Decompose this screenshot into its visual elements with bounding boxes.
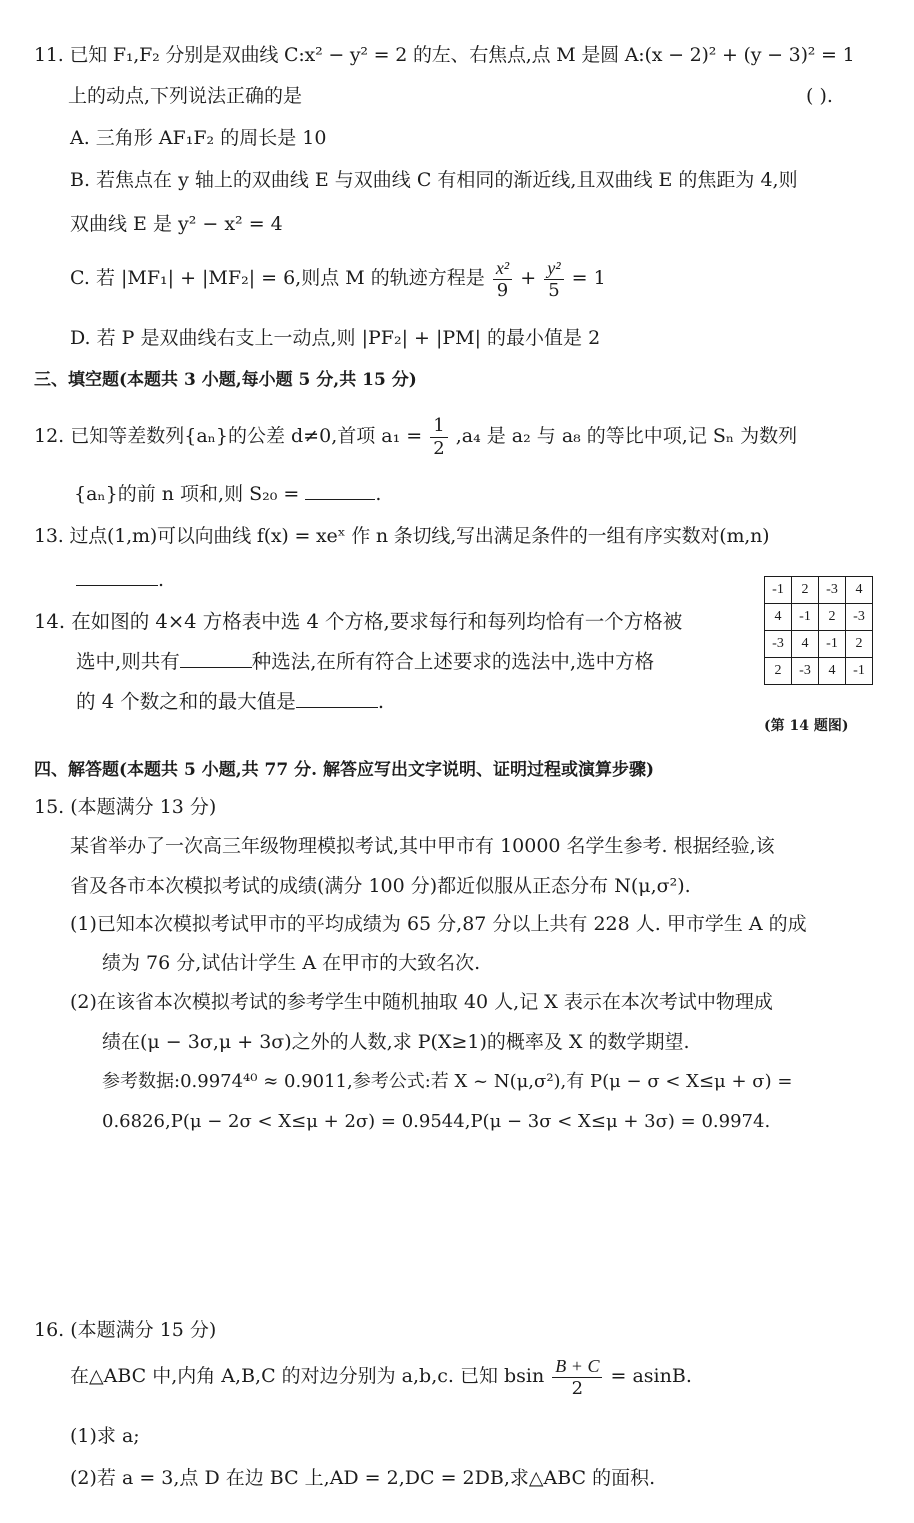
q11-option-a: A. 三角形 AF₁F₂ 的周长是 10 <box>70 127 327 149</box>
grid-cell: -3 <box>819 577 846 604</box>
q15-paragraph-line2: 省及各市本次模拟考试的成绩(满分 100 分)都近似服从正态分布 N(μ,σ²). <box>70 875 691 897</box>
q12-line2 <box>74 482 381 506</box>
fraction-numerator: y² <box>544 257 563 280</box>
grid-cell: 2 <box>792 577 819 604</box>
q15-heading: 15. (本题满分 13 分) <box>34 796 217 818</box>
grid-cell: 4 <box>846 577 873 604</box>
fraction-numerator: x² <box>493 257 512 280</box>
q11-option-c-fraction-x <box>493 257 512 302</box>
q16-paragraph <box>70 1352 692 1400</box>
q16-part1: (1)求 a; <box>70 1425 140 1447</box>
q16-text-pre: 在△ABC 中,内角 A,B,C 的对边分别为 a,b,c. 已知 bsin <box>70 1365 545 1387</box>
grid-cell: -1 <box>792 604 819 631</box>
grid-cell: -1 <box>819 631 846 658</box>
fraction-numerator: B + C <box>552 1355 602 1378</box>
q11-option-b-line1: B. 若焦点在 y 轴上的双曲线 E 与双曲线 C 有相同的渐近线,且双曲线 E 的焦距为 4,则 <box>70 169 798 191</box>
q16-fraction <box>552 1355 602 1400</box>
q14-figure-caption: (第 14 题图) <box>764 718 849 734</box>
q11-option-c-fraction-y <box>544 257 563 302</box>
q15-part2-line1: (2)在该省本次模拟考试的参考学生中随机抽取 40 人,记 X 表示在本次考试中物理成 <box>70 991 773 1013</box>
grid-cell: 4 <box>792 631 819 658</box>
q11-answer-paren: ( ). <box>806 85 833 107</box>
grid-cell: 2 <box>846 631 873 658</box>
grid-cell: -3 <box>792 658 819 685</box>
q12-text-post: ,a₄ 是 a₂ 与 a₈ 的等比中项,记 Sₙ 为数列 <box>455 425 798 447</box>
section-3-heading: 三、填空题(本题共 3 小题,每小题 5 分,共 15 分) <box>34 370 417 390</box>
grid-row <box>765 577 873 604</box>
grid-cell: -1 <box>846 658 873 685</box>
q15-paragraph-line1: 某省举办了一次高三年级物理模拟考试,其中甲市有 10000 名学生参考. 根据经验,该 <box>70 835 775 857</box>
q12-line1 <box>34 412 797 460</box>
grid-cell: -1 <box>765 577 792 604</box>
q13-answer-blank[interactable] <box>76 585 158 586</box>
grid-cell: 4 <box>765 604 792 631</box>
q15-reference-line1: 参考数据:0.9974⁴⁰ ≈ 0.9011,参考公式:若 X ~ N(μ,σ²),有 P(μ − σ < X≤μ + σ) = <box>102 1071 793 1092</box>
q16-text-post: = asinB. <box>610 1365 692 1387</box>
grid-cell: -3 <box>846 604 873 631</box>
q15-part1-line2: 绩为 76 分,试估计学生 A 在甲市的大致名次. <box>102 952 481 974</box>
fraction-denominator: 2 <box>433 437 445 459</box>
q14-line3-text: 的 4 个数之和的最大值是 <box>76 690 296 713</box>
section-4-heading: 四、解答题(本题共 5 小题,共 77 分. 解答应写出文字说明、证明过程或演算步骤) <box>34 760 655 780</box>
fraction-numerator: 1 <box>430 415 447 438</box>
grid-cell: 4 <box>819 658 846 685</box>
q11-option-c-text: C. 若 |MF₁| + |MF₂| = 6,则点 M 的轨迹方程是 <box>70 267 485 289</box>
fraction-denominator: 5 <box>548 279 560 301</box>
q14-period: . <box>377 690 385 713</box>
q14-count-blank[interactable] <box>180 667 252 668</box>
q11-stem-line1: 11. 已知 F₁,F₂ 分别是双曲线 C:x² − y² = 2 的左、右焦点,点 M 是圆 A:(x − 2)² + (y − 3)² = 1 <box>34 44 855 66</box>
q12-answer-blank[interactable] <box>305 499 375 500</box>
grid-row <box>765 658 873 685</box>
q16-heading: 16. (本题满分 15 分) <box>34 1319 217 1341</box>
q13-line1: 13. 过点(1,m)可以向曲线 f(x) = xeˣ 作 n 条切线,写出满足条件的一组有序实数对(m,n) <box>34 525 770 547</box>
q15-part1-line1: (1)已知本次模拟考试甲市的平均成绩为 65 分,87 分以上共有 228 人. 甲市学生 A 的成 <box>70 913 807 935</box>
q14-grid-table <box>764 576 873 685</box>
q14-line2-text-post: 种选法,在所有符合上述要求的选法中,选中方格 <box>251 650 655 673</box>
q14-line3 <box>76 690 384 714</box>
grid-cell: -3 <box>765 631 792 658</box>
fraction-denominator: 2 <box>571 1377 584 1399</box>
q14-line2 <box>76 650 654 674</box>
fraction-denominator: 9 <box>496 279 509 301</box>
q14-line2-text-pre: 选中,则共有 <box>76 650 180 673</box>
q12-line2-text: {aₙ}的前 n 项和,则 S₂₀ = <box>74 483 300 505</box>
q11-option-c-equals: = 1 <box>571 267 606 289</box>
grid-row <box>765 631 873 658</box>
grid-cell: 2 <box>819 604 846 631</box>
q14-line1: 14. 在如图的 4×4 方格表中选 4 个方格,要求每行和每列均恰有一个方格被 <box>34 610 683 633</box>
q13-period: . <box>158 569 165 591</box>
grid-cell: 2 <box>765 658 792 685</box>
q15-part2-line2: 绩在(μ − 3σ,μ + 3σ)之外的人数,求 P(X≥1)的概率及 X 的数学期望. <box>102 1031 690 1053</box>
q14-max-sum-blank[interactable] <box>296 707 378 708</box>
q12-period: . <box>375 483 382 505</box>
q12-fraction <box>430 415 447 460</box>
q13-line2 <box>76 568 164 592</box>
q11-stem-line2: 上的动点,下列说法正确的是 <box>68 85 303 107</box>
q11-option-b-line2: 双曲线 E 是 y² − x² = 4 <box>70 213 283 235</box>
q11-option-d: D. 若 P 是双曲线右支上一动点,则 |PF₂| + |PM| 的最小值是 2 <box>70 327 601 349</box>
q11-option-c <box>70 254 606 302</box>
q15-reference-line2: 0.6826,P(μ − 2σ < X≤μ + 2σ) = 0.9544,P(μ − 3σ < X≤μ + 3σ) = 0.9974. <box>102 1111 771 1132</box>
plus-sign: + <box>520 267 537 289</box>
grid-row <box>765 604 873 631</box>
q16-part2: (2)若 a = 3,点 D 在边 BC 上,AD = 2,DC = 2DB,求△ABC 的面积. <box>70 1467 656 1489</box>
q12-text-pre: 12. 已知等差数列{aₙ}的公差 d≠0,首项 a₁ = <box>34 425 423 447</box>
